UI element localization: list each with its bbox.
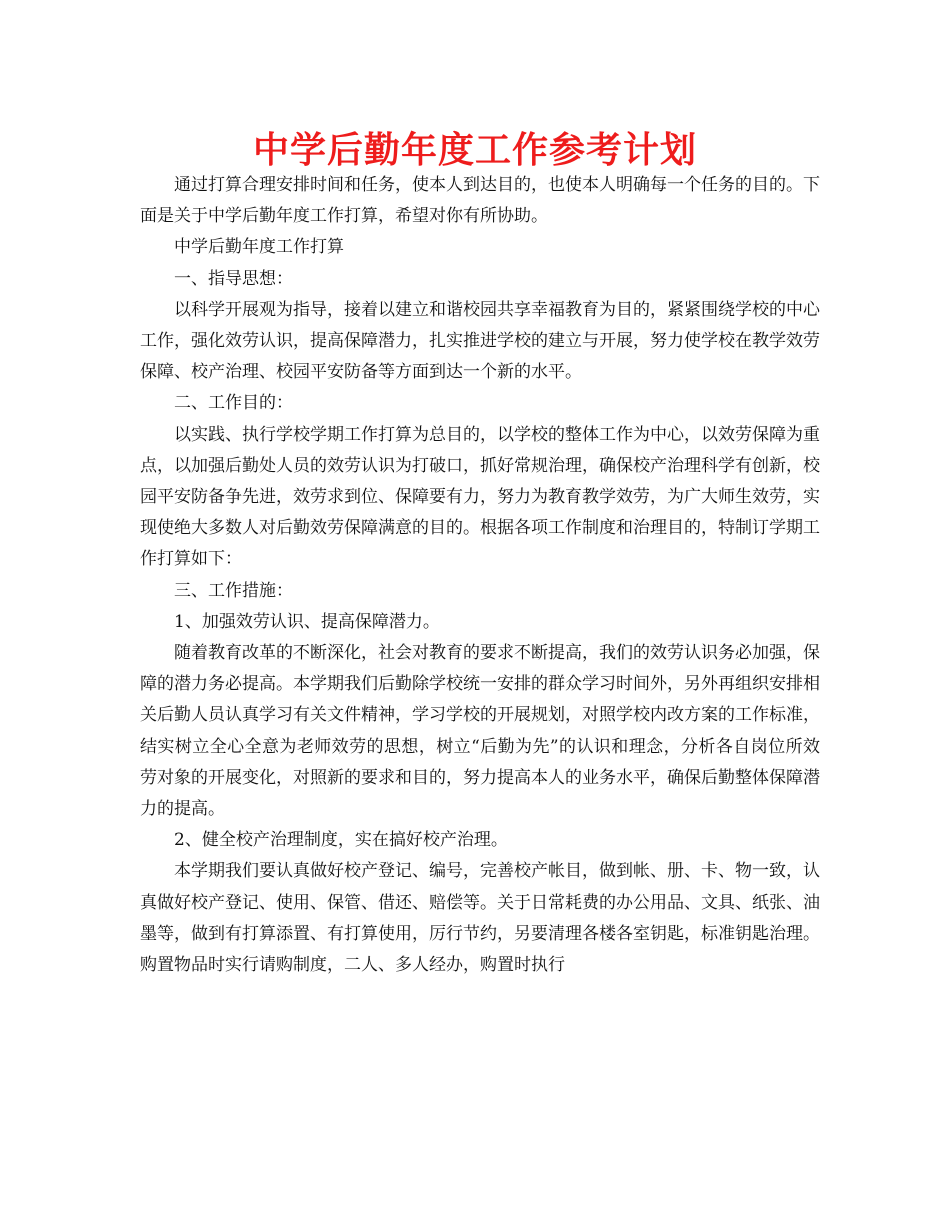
measure-2-paragraph: 本学期我们要认真做好校产登记、编号，完善校产帐目，做到帐、册、卡、物一致，认真做好校产登记、使用、保管、借还、赔偿等。关于日常耗费的办公用品、文具、纸张、油墨等，做到有打算添置、有打算使用，厉行节约，另要清理各楼各室钥匙，标准钥匙治理。购置物品时实行请购制度，二人、多人经办，购置时执行 — [140, 861, 820, 976]
document-body — [140, 170, 820, 981]
guiding-thought-paragraph: 以科学开展观为指导，接着以建立和谐校园共享幸福教育为目的，紧紧围绕学校的中心工作，强化效劳认识，提高保障潜力，扎实推进学校的建立与开展，努力使学校在教学效劳保障、校产治理、校园平安防备等方面到达一个新的水平。 — [140, 299, 820, 383]
section-heading-work-goals: 二、工作目的： — [174, 393, 293, 414]
document-title: 中学后勤年度工作参考计划 — [252, 130, 697, 171]
section-heading-guiding-thought: 一、指导思想： — [174, 268, 293, 289]
measure-1-paragraph: 随着教育改革的不断深化，社会对教育的要求不断提高，我们的效劳认识务必加强，保障的潜力务必提高。本学期我们后勤除学校统一安排的群众学习时间外，另外再组织安排相关后勤人员认真学习有关文件精神，学习学校的开展规划，对照学校内改方案的工作标准，结实树立全心全意为老师效劳的思想，树立“后勤为先”的认识和理念，分析各自岗位所效劳对象的开展变化，对照新的要求和目的，努力提高本人的业务水平，确保后勤整体保障潜力的提高。 — [140, 643, 820, 820]
intro-paragraph: 通过打算合理安排时间和任务，使本人到达目的，也使本人明确每一个任务的目的。下面是关于中学后勤年度工作打算，希望对你有所协助。 — [140, 175, 820, 227]
work-goals-paragraph: 以实践、执行学校学期工作打算为总目的，以学校的整体工作为中心，以效劳保障为重点，以加强后勤处人员的效劳认识为打破口，抓好常规治理，确保校产治理科学有创新，校园平安防备争先进，效劳求到位、保障要有力，努力为教育教学效劳，为广大师生效劳，实现使绝大多数人对后勤效劳保障满意的目的。根据各项工作制度和治理目的，特制订学期工作打算如下： — [140, 424, 820, 570]
measure-1-heading: 1、加强效劳认识、提高保障潜力。 — [174, 611, 440, 632]
measure-2-heading: 2、健全校产治理制度，实在搞好校产治理。 — [174, 830, 508, 851]
subtitle-paragraph: 中学后勤年度工作打算 — [174, 237, 344, 258]
section-heading-work-measures: 三、工作措施： — [174, 580, 293, 601]
